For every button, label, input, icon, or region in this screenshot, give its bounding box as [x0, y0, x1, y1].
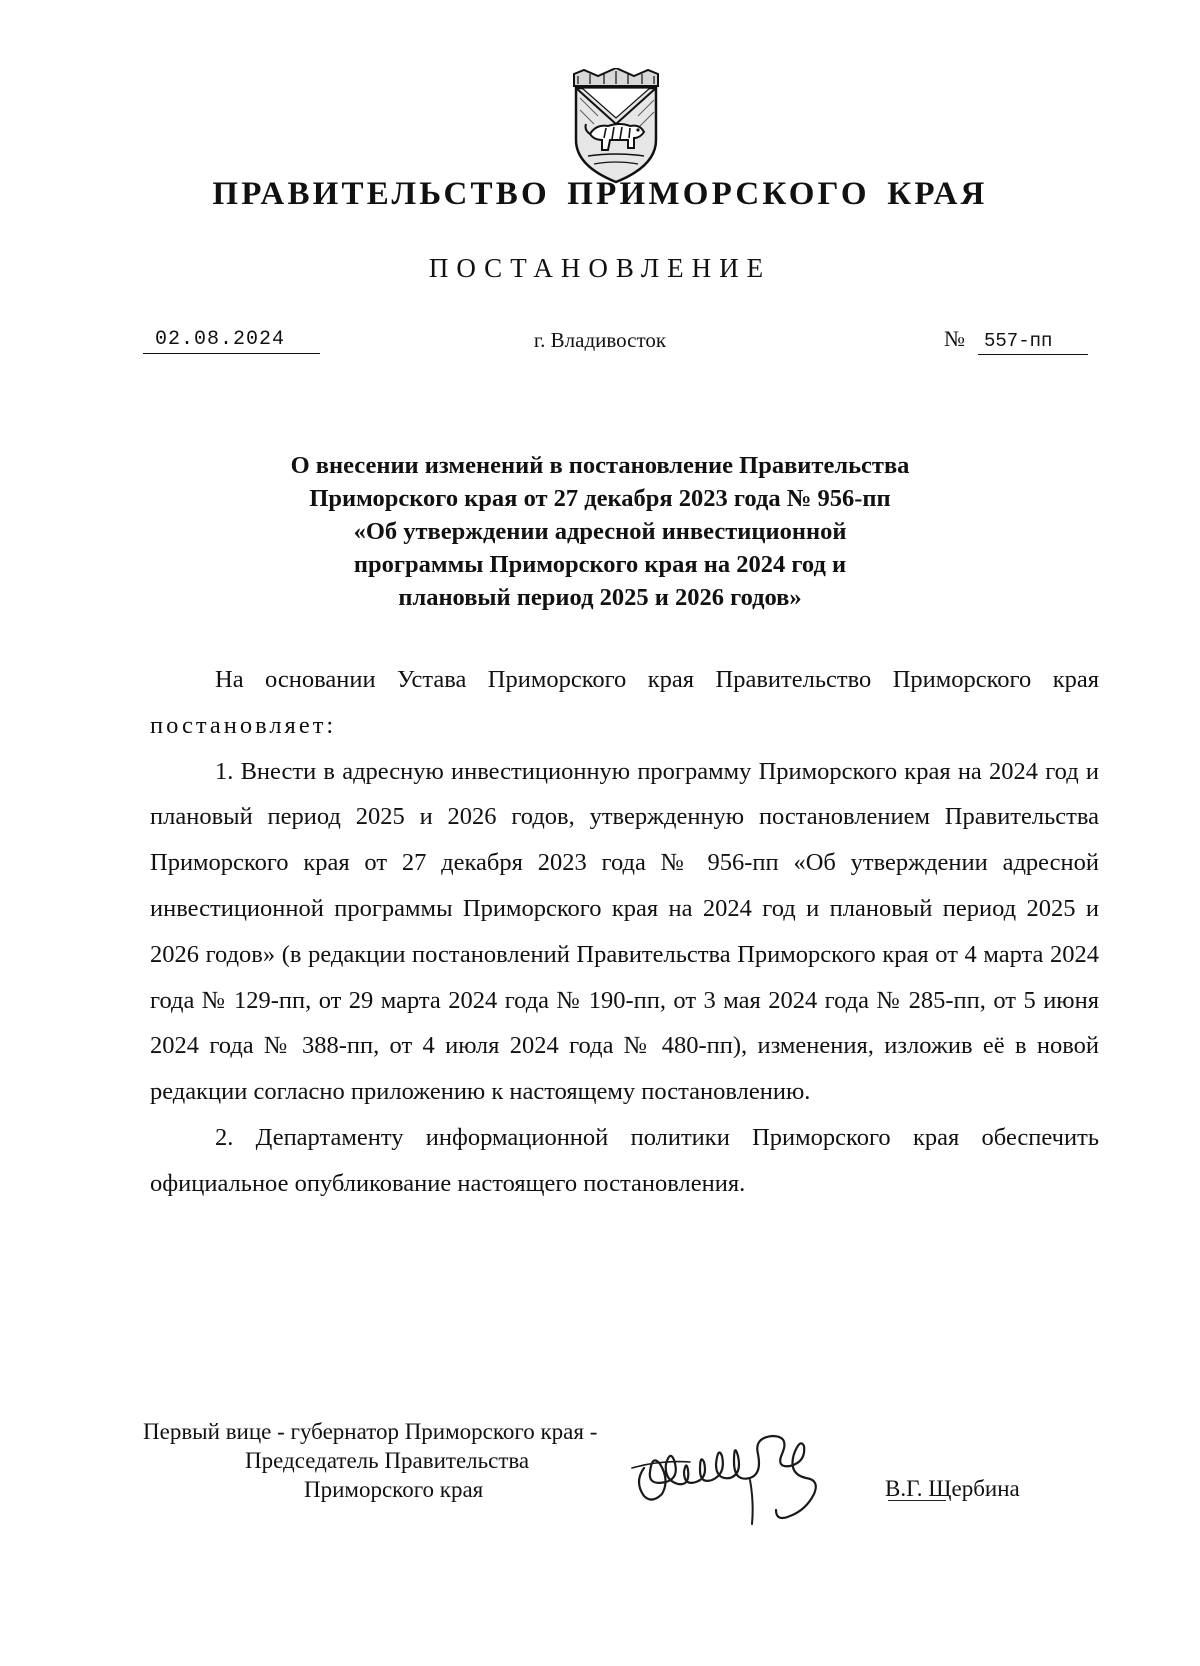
position-line: Приморского края: [304, 1477, 484, 1502]
document-type: ПОСТАНОВЛЕНИЕ: [428, 253, 772, 283]
document-subject: [150, 449, 1050, 614]
preamble-verb: постановляет:: [150, 711, 337, 739]
subject-line: Приморского края от 27 декабря 2023 года № 956-пп: [309, 485, 891, 512]
preamble-text: На основании Устава Приморского края Правительство Приморского края: [215, 666, 1099, 693]
preamble-paragraph: [150, 657, 1099, 749]
subject-line: О внесении изменений в постановление Правительства: [290, 452, 910, 479]
position-line: Председатель Правительства: [245, 1448, 530, 1473]
signatory-name: В.Г. Щербина: [885, 1476, 1020, 1501]
coat-of-arms-icon: [568, 68, 664, 186]
item-2-paragraph: 2. Департаменту информационной политики Приморского края обеспечить официальное опубликование настоящего постановления.: [150, 1123, 1099, 1197]
position-line: Первый вице - губернатор Приморского края -: [143, 1419, 598, 1444]
document-city: г. Владивосток: [533, 328, 667, 352]
number-label: №: [944, 326, 965, 351]
document-date: 02.08.2024: [143, 327, 320, 354]
organization-title: ПРАВИТЕЛЬСТВО ПРИМОРСКОГО КРАЯ: [212, 176, 988, 212]
subject-line: плановый период 2025 и 2026 годов»: [398, 584, 802, 611]
number-value: 557-пп: [978, 328, 1088, 355]
document-body: [150, 657, 1099, 1207]
item-1-paragraph: 1. Внести в адресную инвестиционную программу Приморского края на 2024 год и плановый период 2025 и 2026 годов, утвержденную постановлением Правительства Приморского края от 27 декабря 2023 года № 956-пп «Об утверждении адресной инвестиционной программы Приморского края на 2024 год и плановый период 2025 и 2026 годов» (в редакции постановлений Правительства Приморского края от 4 марта 2024 года № 129-пп, от 29 марта 2024 года № 190-пп, от 3 мая 2024 года № 285-пп, от 5 июня 2024 года № 388-пп, от 4 июля 2024 года № 480-пп), изменения, изложив её в новой редакции согласно приложению к настоящему постановлению.: [150, 757, 1099, 1106]
document-number: [944, 326, 1104, 355]
signatory-position: [143, 1417, 597, 1504]
handwritten-signature: [630, 1420, 880, 1530]
subject-line: программы Приморского края на 2024 год и: [353, 551, 847, 578]
subject-line: «Об утверждении адресной инвестиционной: [353, 518, 847, 545]
